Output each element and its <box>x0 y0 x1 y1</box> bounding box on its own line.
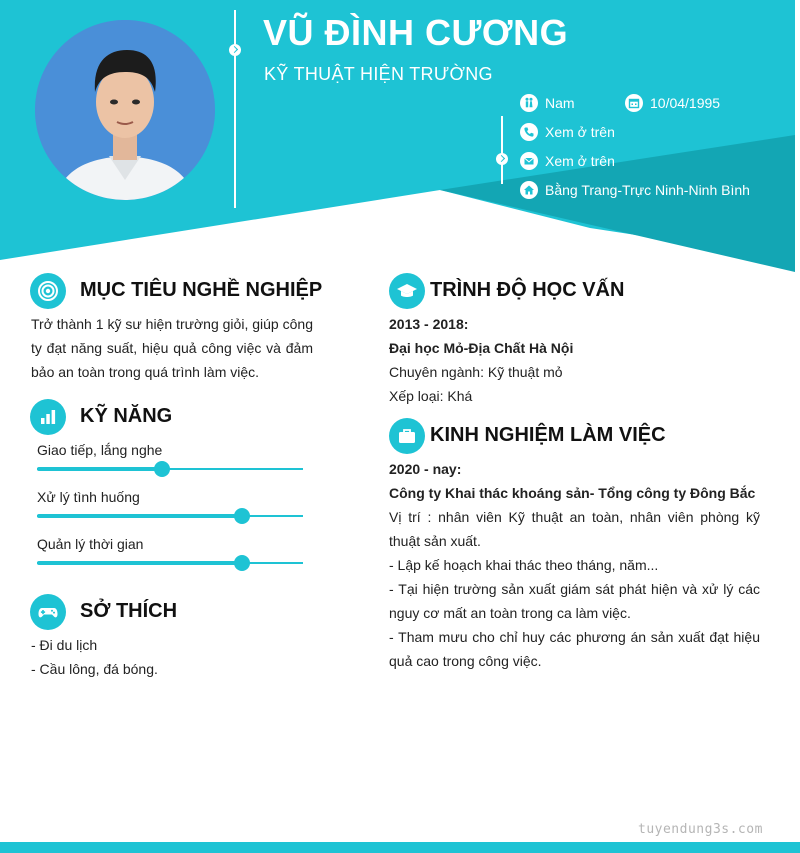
experience-duty: - Lập kế hoạch khai thác theo tháng, năm... <box>389 557 659 573</box>
skill-bar-knob <box>234 555 250 571</box>
skill-bar <box>37 562 303 564</box>
email-info <box>520 152 615 170</box>
hobby-item: - Đi du lịch <box>31 637 98 653</box>
education-grade: Xếp loại: Khá <box>389 388 473 404</box>
hobby-item: - Cầu lông, đá bóng. <box>31 661 158 677</box>
envelope-icon <box>520 152 538 170</box>
hobbies-title: SỞ THÍCH <box>80 600 178 622</box>
gender-info <box>520 94 575 112</box>
address-info <box>520 181 750 199</box>
candidate-name: VŨ ĐÌNH CƯƠNG <box>263 12 569 53</box>
address-value: Bằng Trang-Trực Ninh-Ninh Bình <box>545 182 750 198</box>
footer-bar <box>0 842 800 853</box>
birthdate-value: 10/04/1995 <box>650 95 721 111</box>
gender-icon <box>520 94 538 112</box>
experience-title: KINH NGHIỆM LÀM VIỆC <box>430 424 666 446</box>
skill-bar-fill <box>37 561 242 565</box>
contact-divider-line <box>501 116 503 184</box>
education-major: Chuyên ngành: Kỹ thuật mỏ <box>389 364 563 380</box>
chevron-right-icon <box>496 153 508 165</box>
experience-company: Công ty Khai thác khoáng sản- Tổng công ty Đông Bắc <box>389 485 756 501</box>
experience-duty: - Tham mưu cho chỉ huy các phương án sản xuất đạt hiệu quả cao trong công việc. <box>389 629 760 669</box>
briefcase-icon <box>389 418 425 454</box>
skill-bar <box>37 468 303 470</box>
skill-bar-fill <box>37 467 162 471</box>
phone-info <box>520 123 615 141</box>
education-title: TRÌNH ĐỘ HỌC VẤN <box>430 279 625 301</box>
objective-text: Trở thành 1 kỹ sư hiện trường giỏi, giúp công ty đạt năng suất, hiệu quả công việc và đảm bảo an toàn trong quá trình làm việc. <box>31 316 313 380</box>
experience-duty: - Tại hiện trường sản xuất giám sát phát hiện và xử lý các nguy cơ mất an toàn trong ca làm việc. <box>389 581 760 621</box>
skill-bar-knob <box>234 508 250 524</box>
skill-bar <box>37 515 303 517</box>
education-period: 2013 - 2018: <box>389 316 469 332</box>
header-divider-line <box>234 10 236 208</box>
experience-period: 2020 - nay: <box>389 461 462 477</box>
bar-chart-icon <box>30 399 66 435</box>
skill-label: Quản lý thời gian <box>37 536 144 552</box>
skill-bar-fill <box>37 514 242 518</box>
phone-value: Xem ở trên <box>545 124 615 140</box>
objective-title: MỤC TIÊU NGHỀ NGHIỆP <box>80 279 323 301</box>
home-icon <box>520 181 538 199</box>
email-value: Xem ở trên <box>545 153 615 169</box>
skills-title: KỸ NĂNG <box>80 405 173 427</box>
candidate-job-title: KỸ THUẬT HIỆN TRƯỜNG <box>264 64 493 84</box>
gamepad-icon <box>30 594 66 630</box>
birthdate-info <box>625 94 720 112</box>
graduation-cap-icon <box>389 273 425 309</box>
target-icon <box>30 273 66 309</box>
experience-position: Vị trí : nhân viên Kỹ thuật an toàn, nhân viên phòng kỹ thuật sản xuất. <box>389 509 760 549</box>
skill-label: Giao tiếp, lắng nghe <box>37 442 163 458</box>
watermark-text: tuyendung3s.com <box>638 822 763 837</box>
calendar-icon <box>625 94 643 112</box>
phone-icon <box>520 123 538 141</box>
gender-value: Nam <box>545 95 575 111</box>
chevron-right-icon <box>229 44 241 56</box>
skill-bar-knob <box>154 461 170 477</box>
profile-photo <box>35 20 215 200</box>
skill-label: Xử lý tình huống <box>37 489 140 505</box>
education-school: Đại học Mỏ-Địa Chất Hà Nội <box>389 340 574 356</box>
